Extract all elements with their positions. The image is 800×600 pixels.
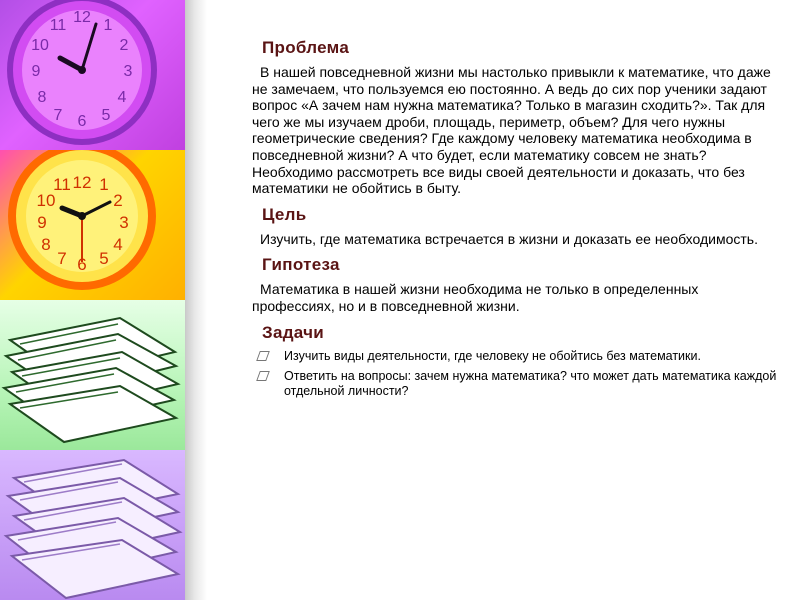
hypothesis-text: Математика в нашей жизни необходима не только в определенных профессиях, но и в повседневной жизни.: [252, 281, 699, 314]
clock-numeral: 4: [117, 89, 127, 106]
lavender-books-panel: [0, 450, 185, 600]
clock-numeral: 11: [53, 175, 71, 194]
problem-text: В нашей повседневной жизни мы настолько привыкли к математике, что даже не замечаем, что пользуемся ею постоянно. А ведь до сих пор ученики задают вопрос «А зачем нам нужна математика? Только в магазин сходить?». Так для чего же мы изучаем дроби, площадь, периметр, объем? Для чего нужны геометрические сведения? Где каждому человеку математика необходима в повседневной жизни? А что будет, если математику совсем не знать? Необходимо рассмотреть все виды своей деятельности и доказать, что без математики не обойтись в быту.: [252, 64, 771, 197]
clock-numeral: 2: [113, 191, 123, 210]
clock-numeral: 5: [101, 107, 111, 124]
bullet-icon: [256, 351, 270, 361]
clock-numeral: 8: [37, 89, 47, 106]
lavender-books-image: [0, 450, 185, 600]
goal-heading: Цель: [262, 204, 307, 224]
purple-clock-image: [0, 0, 185, 150]
purple-clock-panel: [0, 0, 185, 150]
clock-numeral: 9: [37, 213, 47, 232]
bullet-icon: [256, 371, 270, 381]
clock-numeral: 2: [119, 37, 129, 54]
green-books-image: [0, 300, 185, 450]
yellow-clock-image: [0, 150, 185, 300]
clock-numeral: 5: [99, 249, 109, 268]
clock-numeral: 11: [49, 17, 67, 34]
clock-numeral: 3: [119, 213, 129, 232]
clock-numeral: 3: [123, 63, 133, 80]
side-image-strip: [0, 0, 185, 600]
tasks-list: [252, 349, 780, 399]
task-text: Ответить на вопросы: зачем нужна математика? что может дать математика каждой отдельной личности?: [284, 369, 777, 398]
clock-numeral: 10: [31, 37, 49, 54]
clock-numeral: 7: [57, 249, 67, 268]
clock-numeral: 10: [36, 191, 56, 210]
tasks-heading: Задачи: [262, 322, 325, 342]
clock-numeral: 12: [72, 173, 92, 192]
problem-heading: Проблема: [262, 38, 350, 57]
task-text: Изучить виды деятельности, где человеку не обойтись без математики.: [284, 348, 701, 363]
clock-numeral: 7: [53, 107, 63, 124]
clock-numeral: 12: [73, 9, 91, 26]
clock-numeral: 1: [103, 17, 113, 34]
clock-numeral: 9: [31, 63, 41, 80]
clock-numeral: 6: [77, 255, 87, 274]
clock-numeral: 4: [113, 235, 123, 254]
green-books-panel: [0, 300, 185, 450]
clock-numeral: 8: [41, 235, 51, 254]
list-item: [252, 369, 780, 398]
list-item: [252, 349, 780, 364]
hypothesis-heading: Гипотеза: [262, 255, 340, 275]
goal-text: Изучить, где математика встречается в жизни и доказать ее необходимость.: [260, 230, 758, 247]
clock-numeral: 1: [99, 175, 109, 194]
clock-numeral: 6: [77, 113, 87, 130]
yellow-clock-panel: [0, 150, 185, 300]
strip-shadow: [185, 0, 207, 600]
slide-content: [252, 38, 780, 404]
